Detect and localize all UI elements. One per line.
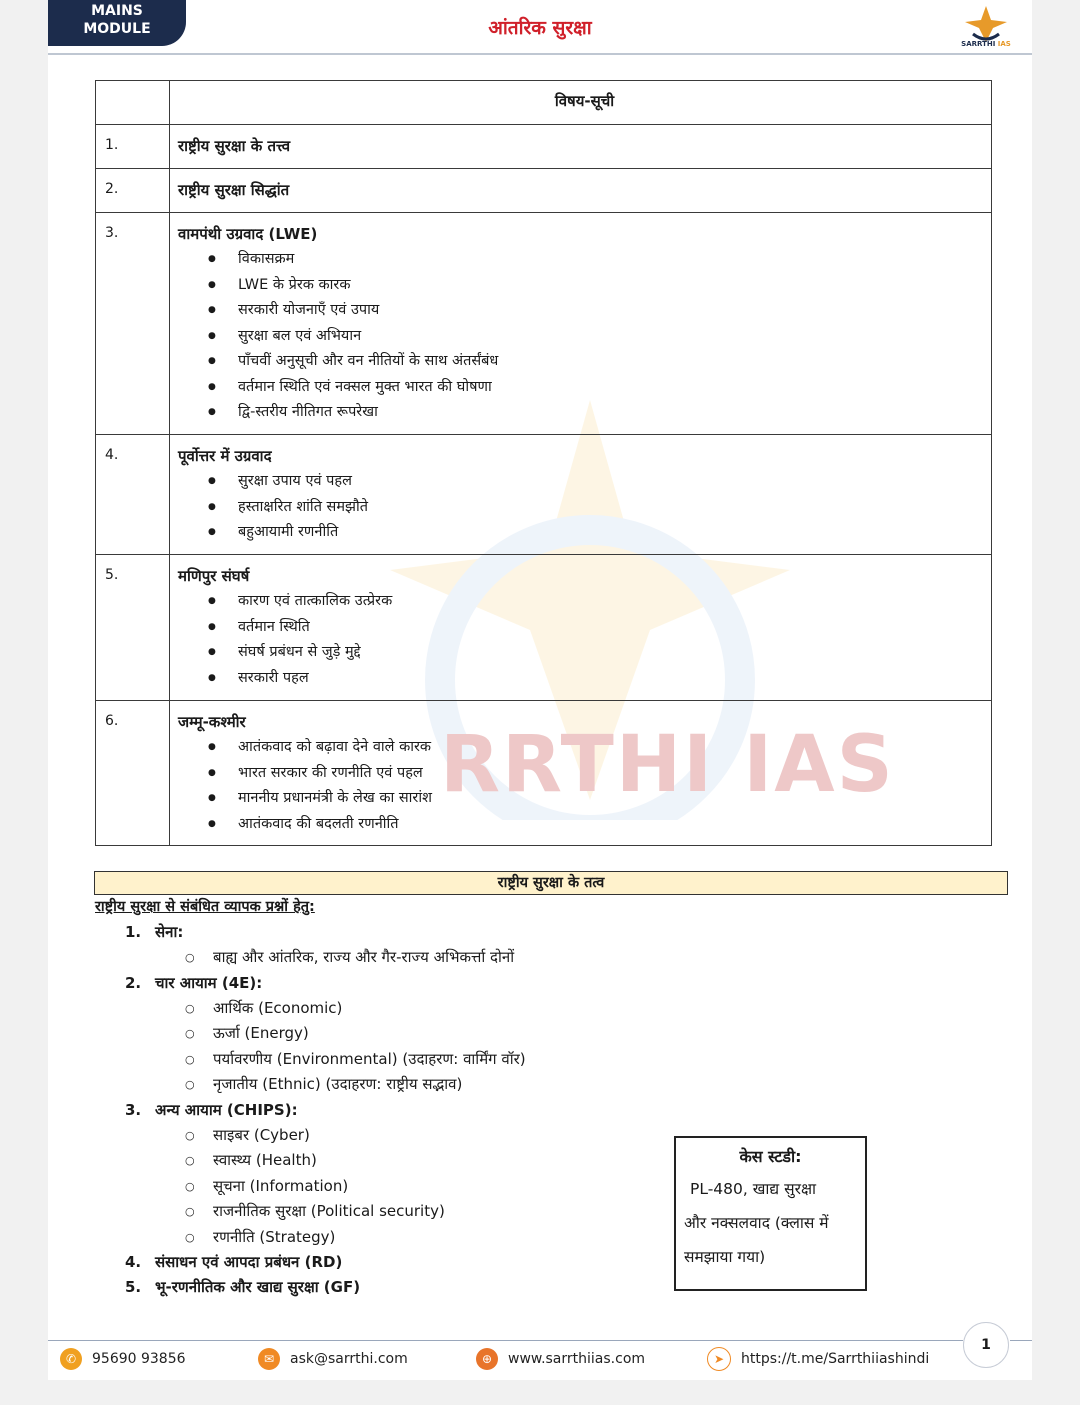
list-item: ● सुरक्षा बल एवं अभियान [208,324,991,350]
item-label: सेना: [155,923,184,941]
item-label: संसाधन एवं आपदा प्रबंधन (RD) [155,1253,343,1271]
item-number: 5. [125,1278,142,1296]
telegram-icon: ➤ [707,1347,731,1371]
sub-list-item: ○ साइबर (Cyber) [185,1123,685,1149]
item-number: 2. [125,973,142,992]
row-subitems [178,735,991,837]
logo-text [950,40,1022,48]
badge-line-2: MODULE [83,21,151,37]
row-number: 2. [96,169,170,213]
row-number: 6. [96,701,170,846]
phone-number: 95690 93856 [92,1351,186,1367]
logo-text-main: SARRTHI [961,40,996,48]
telegram-link: https://t.me/Sarrthiiashindi [741,1351,930,1367]
sub-list-item: ○ पर्यावरणीय (Environmental) (उदाहरण: वार्मिंग वॉर) [185,1047,685,1073]
item-label: अन्य आयाम (CHIPS): [155,1100,298,1119]
sub-list-item: ○ रणनीति (Strategy) [185,1225,685,1251]
table-row [96,169,992,213]
row-number: 4. [96,435,170,555]
item-number: 3. [125,1100,142,1119]
page-number: 1 [963,1322,1009,1368]
list-item: ● वर्तमान स्थिति [208,615,991,641]
list-item: ● द्वि-स्तरीय नीतिगत रूपरेखा [208,400,991,426]
sub-list-item: ○ राजनीतिक सुरक्षा (Political security) [185,1199,685,1225]
page-title: आंतरिक सुरक्षा [488,17,592,39]
item-number: 4. [125,1253,142,1271]
list-item: ● भारत सरकार की रणनीति एवं पहल [208,761,991,787]
list-item [125,971,685,996]
footer-website[interactable] [476,1347,645,1371]
table-row [96,125,992,169]
globe-icon: ⊕ [476,1348,498,1370]
email-icon: ✉ [258,1348,280,1370]
list-item: ● LWE के प्रेरक कारक [208,273,991,299]
row-title: राष्ट्रीय सुरक्षा के तत्त्व [178,137,291,155]
section-heading: राष्ट्रीय सुरक्षा के तत्व [94,871,1008,895]
sub-list-item: ○ स्वास्थ्य (Health) [185,1148,685,1174]
item-label: भू-रणनीतिक और खाद्य सुरक्षा (GF) [155,1278,361,1296]
row-title: जम्मू-कश्मीर [178,713,246,731]
row-title: राष्ट्रीय सुरक्षा सिद्धांत [178,181,290,199]
row-body [170,701,992,846]
email-address: ask@sarrthi.com [290,1351,408,1367]
row-number: 5. [96,555,170,701]
elements-list [125,920,685,1300]
header-divider [48,53,1032,55]
case-study-title: केस स्टडी: [739,1147,802,1166]
list-item: ● विकासक्रम [208,247,991,273]
footer-phone[interactable] [60,1347,186,1371]
sub-list [125,1123,685,1251]
sub-list [125,945,685,971]
item-label: चार आयाम (4E): [155,973,263,992]
watermark-text: RRTHI IAS [440,720,895,810]
list-item: ● कारण एवं तात्कालिक उत्प्रेरक [208,589,991,615]
sub-list-item: ○ नृजातीय (Ethnic) (उदाहरण: राष्ट्रीय सद्भाव) [185,1072,685,1098]
table-row [96,555,992,701]
list-item: ● पाँचवीं अनुसूची और वन नीतियों के साथ अंतर्संबंध [208,349,991,375]
list-item: ● आतंकवाद की बदलती रणनीति [208,812,991,838]
list-item: ● बहुआयामी रणनीति [208,520,991,546]
list-item [125,1275,685,1300]
sub-list [125,996,685,1098]
list-item: ● आतंकवाद को बढ़ावा देने वाले कारक [208,735,991,761]
sub-list-item: ○ ऊर्जा (Energy) [185,1021,685,1047]
list-item: ● सरकारी पहल [208,666,991,692]
contents-table [95,80,992,846]
table-row [96,701,992,846]
footer-telegram[interactable] [707,1347,929,1371]
table-row [96,213,992,435]
sub-list-item: ○ बाह्य और आंतरिक, राज्य और गैर-राज्य अभिकर्त्ता दोनों [185,945,685,971]
list-item: ● हस्ताक्षरित शांति समझौते [208,495,991,521]
item-number: 1. [125,923,142,941]
case-study-line: समझाया गया) [684,1248,766,1266]
table-row [96,435,992,555]
case-study-line: PL-480, खाद्य सुरक्षा [690,1180,817,1198]
phone-icon: ✆ [60,1348,82,1370]
case-study-body [684,1172,857,1274]
footer-email[interactable] [258,1347,408,1371]
row-body [170,555,992,701]
list-item [125,1250,685,1275]
section-subtitle: राष्ट्रीय सुरक्षा से संबंधित व्यापक प्रश्नों हेतु: [95,899,315,915]
case-study-line: और नक्सलवाद (क्लास में [684,1214,829,1232]
row-title: वामपंथी उग्रवाद (LWE) [178,225,318,243]
row-number: 1. [96,125,170,169]
toc-heading: विषय-सूची [554,92,615,110]
footer-divider [1010,1340,1032,1341]
row-subitems [178,589,991,691]
row-subitems [178,469,991,546]
sub-list-item: ○ सूचना (Information) [185,1174,685,1200]
list-item: ● संघर्ष प्रबंधन से जुड़े मुद्दे [208,640,991,666]
list-item [125,1098,685,1123]
website-url: www.sarrthiias.com [508,1351,646,1367]
row-number: 3. [96,213,170,435]
header-cell [170,81,992,125]
badge-line-1: MAINS [91,3,143,19]
row-body [170,213,992,435]
row-body [170,125,992,169]
case-study-box [674,1136,867,1291]
list-item: ● माननीय प्रधानमंत्री के लेख का सारांश [208,786,991,812]
row-body [170,169,992,213]
row-body [170,435,992,555]
row-title: मणिपुर संघर्ष [178,567,250,585]
list-item [125,920,685,945]
list-item: ● सरकारी योजनाएँ एवं उपाय [208,298,991,324]
row-title: पूर्वोत्तर में उग्रवाद [178,447,272,465]
sub-list-item: ○ आर्थिक (Economic) [185,996,685,1022]
list-item: ● सुरक्षा उपाय एवं पहल [208,469,991,495]
table-header-row [96,81,992,125]
row-subitems [178,247,991,426]
footer-divider [48,1340,963,1341]
header-empty-cell [96,81,170,125]
list-item: ● वर्तमान स्थिति एवं नक्सल मुक्त भारत की घोषणा [208,375,991,401]
logo-text-accent: IAS [997,40,1011,48]
